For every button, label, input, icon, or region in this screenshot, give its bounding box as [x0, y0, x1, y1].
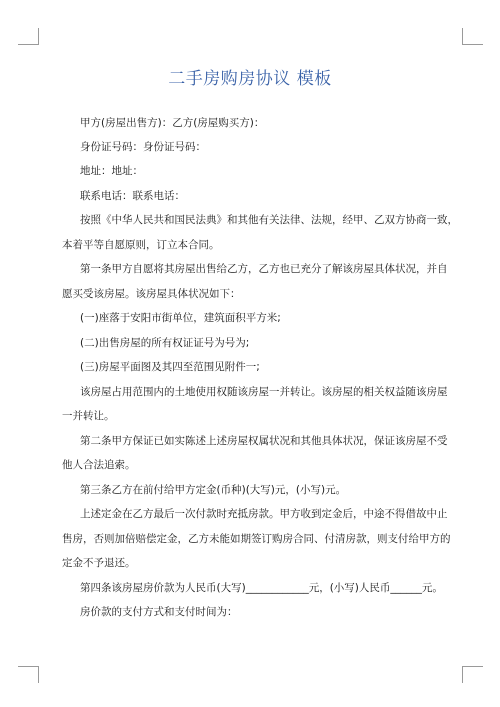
article-2-line-1: 第二条甲方保证已如实陈述上述房屋权属状况和其他具体状况，保证该房屋不受 — [80, 435, 448, 447]
party-names-line: 甲方(房屋出售方)：乙方(房屋购买方)： — [80, 117, 265, 129]
payment-method-line: 房价款的支付方式和支付时间为： — [80, 606, 238, 618]
crop-mark-bottom-left — [18, 666, 39, 683]
article-1-line-2: 愿买受该房屋。该房屋具体状况如下： — [62, 288, 241, 300]
crop-mark-top-right — [462, 28, 483, 45]
article-1-item-1: (一)座落于安阳市街单位，建筑面积平方米; — [80, 312, 281, 324]
preamble-line-1: 按照《中华人民共和国民法典》和其他有关法律、法规，经甲、乙双方协商一致， — [80, 214, 458, 226]
article-4-line: 第四条该房屋房价款为人民币(大写)____________元，(小写)人民币______元。 — [80, 582, 443, 594]
article-3-line: 第三条乙方在前付给甲方定金(币种)(大写)元，(小写)元。 — [80, 484, 347, 496]
article-2-line-2: 他人合法追索。 — [62, 459, 136, 471]
phone-line: 联系电话：联系电话： — [80, 190, 185, 202]
deposit-line-1: 上述定金在乙方最后一次付款时充抵房款。甲方收到定金后，中途不得借故中止 — [80, 508, 448, 520]
article-1-item-2: (二)出售房屋的所有权证证号为号为; — [80, 337, 250, 349]
crop-mark-top-left — [18, 28, 39, 45]
address-line: 地址：地址： — [80, 165, 143, 177]
land-use-line-2: 一并转让。 — [62, 410, 115, 422]
deposit-line-3: 定金不予退还。 — [62, 557, 136, 569]
article-1-item-3: (三)房屋平面图及其四至范围见附件一; — [80, 361, 260, 373]
id-number-line: 身份证号码：身份证号码： — [80, 141, 206, 153]
crop-mark-bottom-right — [462, 666, 483, 683]
preamble-line-2: 本着平等自愿原则，订立本合同。 — [62, 239, 220, 251]
land-use-line-1: 该房屋占用范围内的土地使用权随该房屋一并转让。该房屋的相关权益随该房屋 — [80, 386, 448, 398]
document-title: 二手房购房协议 模板 — [168, 69, 332, 89]
deposit-line-2: 售房，否则加倍赔偿定金，乙方未能如期签订购房合同、付清房款，则支付给甲方的 — [62, 533, 451, 545]
article-1-line-1: 第一条甲方自愿将其房屋出售给乙方，乙方也已充分了解该房屋具体状况，并自 — [80, 263, 448, 275]
